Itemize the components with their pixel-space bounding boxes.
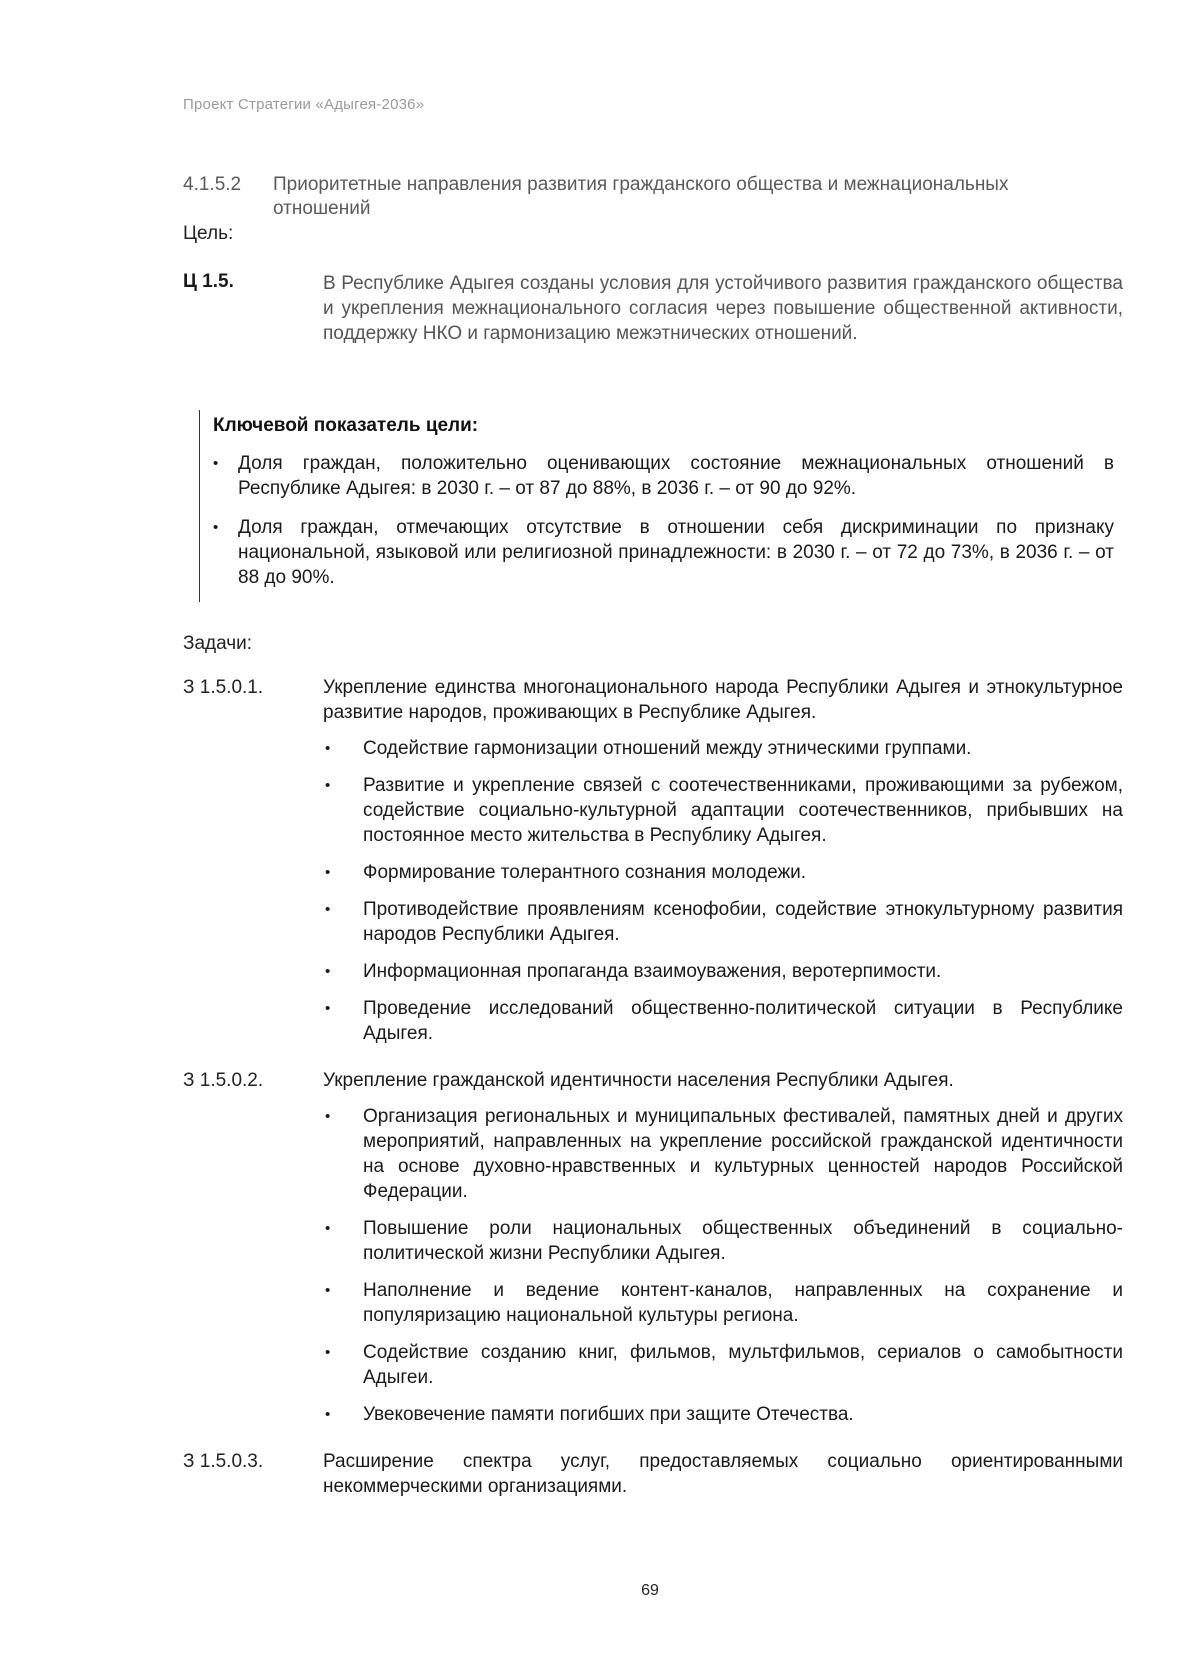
list-item-text: Проведение исследований общественно-политической ситуации в Республике Адыгея.: [363, 998, 1123, 1044]
bullet-icon: •: [325, 864, 331, 881]
bullet-icon: •: [213, 455, 219, 472]
bullet-icon: •: [325, 1344, 331, 1361]
kpi-title: Ключевой показатель цели:: [213, 415, 479, 436]
list-item-text: Формирование толерантного сознания молодежи.: [363, 862, 807, 883]
task-body: [323, 1068, 1123, 1439]
bullet-icon: •: [325, 963, 331, 980]
list-item-text: Содействие гармонизации отношений между этническими группами.: [363, 738, 972, 759]
bullet-icon: •: [325, 901, 331, 918]
bullet-icon: •: [213, 519, 219, 536]
task-code: З 1.5.0.3.: [183, 1451, 264, 1472]
list-item: [323, 860, 1123, 885]
list-item: [323, 996, 1123, 1046]
kpi-item: [213, 515, 1114, 590]
kpi-box: [199, 410, 1114, 602]
kpi-item-text: Доля граждан, положительно оценивающих состояние межнациональных отношений в Республике Адыгея: в 2030 г. – от 87 до 88%, в 2036 г. – от 90 до 92%.: [238, 453, 1114, 499]
bullet-icon: •: [325, 1220, 331, 1237]
task-subitems: [323, 736, 1123, 1046]
tasks-list: [183, 675, 1123, 1509]
goal-code: Ц 1.5.: [183, 271, 234, 292]
list-item-text: Организация региональных и муниципальных фестивалей, памятных дней и других мероприятий, направленных на укрепление российской гражданской идентичности на основе духовно-нравственных и культурных ценностей народов Российской Федерации.: [363, 1106, 1123, 1202]
task: [183, 1449, 1123, 1499]
kpi-item-text: Доля граждан, отмечающих отсутствие в отношении себя дискриминации по признаку национальной, языковой или религиозной принадлежности: в 2030 г. – от 72 до 73%, в 2036 г. – от 88 до 90%.: [238, 517, 1114, 588]
page-number: 69: [641, 1582, 659, 1599]
list-item-text: Содействие созданию книг, фильмов, мультфильмов, сериалов о самобытности Адыгеи.: [363, 1342, 1123, 1388]
list-item-text: Противодействие проявлениям ксенофобии, содействие этнокультурному развития народов Республики Адыгея.: [363, 899, 1123, 945]
bullet-icon: •: [325, 1406, 331, 1423]
bullet-icon: •: [325, 1000, 331, 1017]
list-item-text: Развитие и укрепление связей с соотечественниками, проживающими за рубежом, содействие социально-культурной адаптации соотечественников, прибывших на постоянное место жительства в Республику Адыгея.: [363, 775, 1123, 846]
list-item: [323, 1402, 1123, 1427]
list-item: [323, 773, 1123, 848]
goal-block: [183, 271, 1123, 346]
list-item: [323, 897, 1123, 947]
list-item-text: Наполнение и ведение контент-каналов, направленных на сохранение и популяризацию национальной культуры региона.: [363, 1280, 1123, 1326]
kpi-item: [213, 451, 1114, 501]
task-text: Расширение спектра услуг, предоставляемых социально ориентированными некоммерческими организациями.: [323, 1451, 1123, 1497]
list-item-text: Повышение роли национальных общественных объединений в социально-политической жизни Республики Адыгея.: [363, 1218, 1123, 1264]
bullet-icon: •: [325, 1108, 331, 1125]
task-code: З 1.5.0.2.: [183, 1070, 264, 1091]
list-item: [323, 1216, 1123, 1266]
tasks-label: Задачи:: [183, 633, 253, 654]
bullet-icon: •: [325, 740, 331, 757]
goal-text: В Республике Адыгея созданы условия для устойчивого развития гражданского общества и укрепления межнационального согласия через повышение общественной активности, поддержку НКО и гармонизацию межэтнических отношений.: [323, 273, 1123, 344]
section-title: Приоритетные направления развития гражданского общества и межнациональных отношений: [273, 174, 1009, 219]
task-code: З 1.5.0.1.: [183, 677, 264, 698]
task-body: [323, 675, 1123, 1058]
task: [183, 1068, 1123, 1439]
list-item-text: Увековечение памяти погибших при защите Отечества.: [363, 1404, 854, 1425]
kpi-list: [213, 451, 1114, 590]
section-heading: [183, 173, 1083, 221]
bullet-icon: •: [325, 777, 331, 794]
goal-label: Цель:: [183, 223, 234, 244]
task-body: [323, 1449, 1123, 1499]
list-item: [323, 1340, 1123, 1390]
task-subitems: [323, 1104, 1123, 1427]
task-text: Укрепление единства многонационального народа Республики Адыгея и этнокультурное развитие народов, проживающих в Республике Адыгея.: [323, 677, 1123, 723]
section-number: 4.1.5.2: [183, 174, 242, 195]
task: [183, 675, 1123, 1058]
running-header: Проект Стратегии «Адыгея-2036»: [183, 96, 425, 113]
task-text: Укрепление гражданской идентичности населения Республики Адыгея.: [323, 1070, 954, 1091]
list-item: [323, 1278, 1123, 1328]
list-item: [323, 1104, 1123, 1204]
list-item: [323, 959, 1123, 984]
bullet-icon: •: [325, 1282, 331, 1299]
list-item: [323, 736, 1123, 761]
list-item-text: Информационная пропаганда взаимоуважения, веротерпимости.: [363, 961, 942, 982]
